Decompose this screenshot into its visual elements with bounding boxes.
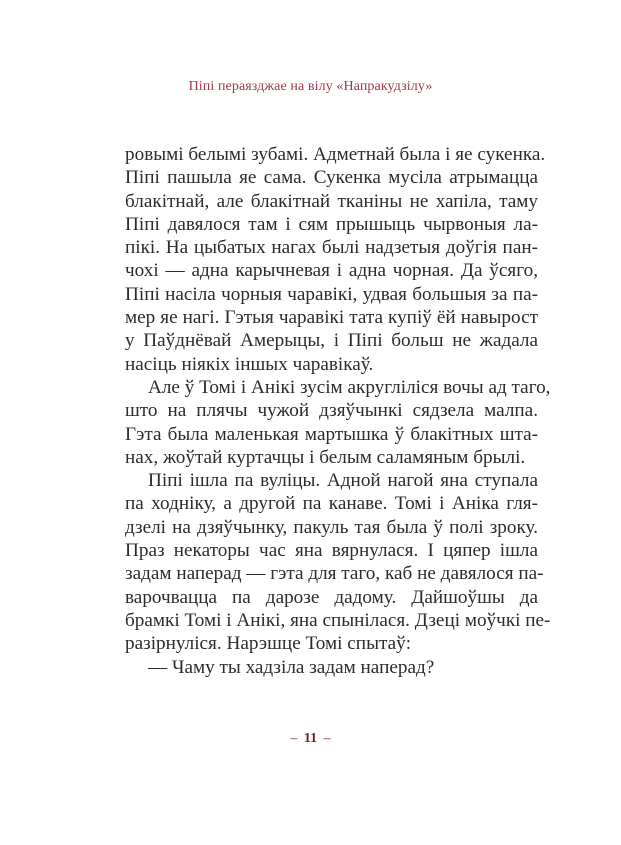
text-line: задам наперад — гэта для таго, каб не давялося па-	[125, 563, 544, 585]
text-line: у Паўднёвай Амерыцы, і Піпі больш не жадала	[125, 330, 538, 352]
text-line: — Чаму ты хадзіла задам наперад?	[148, 656, 435, 678]
text-line: Праз некаторы час яна вярнулася. І цяпер ішла	[125, 540, 538, 562]
text-line: брамкі Томі і Анікі, яна спынілася. Дзеці моўчкі пе-	[125, 609, 551, 631]
text-line: Піпі пашыла яе сама. Сукенка мусіла атрымацца	[125, 167, 538, 189]
text-line: Піпі давялося там і сям прышыць чырвоныя ла-	[125, 213, 538, 235]
page-number	[0, 731, 621, 747]
page-number-dash-left: –	[290, 731, 298, 746]
text-line: мер яе нагі. Гэтыя чаравікі тата купіў ёй навырост	[125, 307, 538, 329]
text-line: разірнуліся. Нарэшце Томі спытаў:	[125, 633, 412, 655]
text-line: пікі. На цыбатых нагах былі надзетыя доўгія пан-	[125, 237, 538, 259]
text-line: Але ў Томі і Анікі зусім акругліліся вочы ад таго,	[148, 376, 551, 398]
text-line: па ходніку, а другой па канаве. Томі і Аніка гля-	[125, 493, 538, 515]
page-number-dash-right: –	[323, 731, 331, 746]
text-line: дзелі на дзяўчынку, пакуль тая была ў полі зроку.	[125, 516, 538, 538]
text-line: Піпі насіла чорныя чаравікі, удвая большыя за па-	[125, 283, 538, 305]
text-line: ровымі белымі зубамі. Адметнай была і яе сукенка.	[125, 144, 546, 165]
body-text	[125, 143, 551, 679]
text-line: нах, жоўтай куртачцы і белым саламяным брылі.	[125, 446, 526, 468]
running-header: Піпі пераязджае на вілу «Напракудзілу»	[188, 79, 433, 94]
text-line: Гэта была маленькая мартышка ў блакітных шта-	[125, 423, 538, 445]
page-number-value: 11	[303, 731, 318, 746]
text-line: Піпі ішла па вуліцы. Адной нагой яна ступала	[148, 470, 538, 492]
text-line: блакітнай, але блакітнай тканіны не хапіла, таму	[125, 190, 538, 212]
text-line: чохі — адна карычневая і адна чорная. Да ўсяго,	[125, 260, 538, 282]
text-line: варочвацца па дарозе дадому. Дайшоўшы да	[125, 586, 538, 608]
text-line: што на плячы чужой дзяўчынкі сядзела малпа.	[125, 400, 538, 422]
text-line: насіць ніякіх іншых чаравікаў.	[125, 353, 374, 375]
